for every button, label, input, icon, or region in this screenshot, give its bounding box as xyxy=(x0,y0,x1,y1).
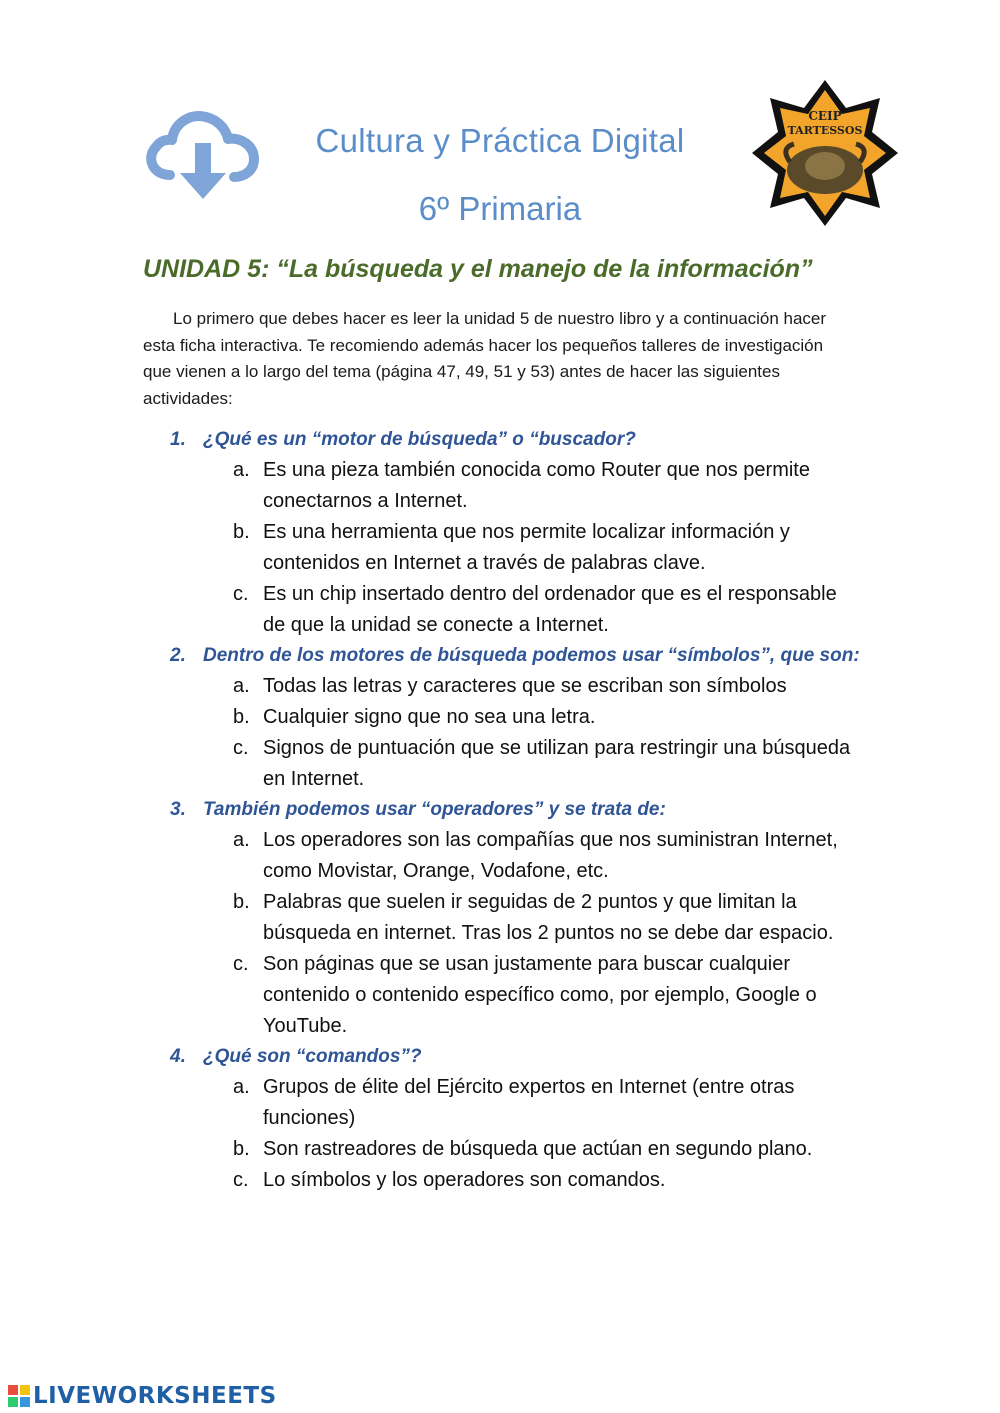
svg-text:TARTESSOS: TARTESSOS xyxy=(787,124,863,137)
svg-text:CEIP: CEIP xyxy=(808,109,842,123)
option-letter: a. xyxy=(233,675,250,697)
option-letter: b. xyxy=(233,521,250,543)
questions-list xyxy=(170,425,860,1196)
question-text: ¿Qué es un “motor de búsqueda” o “buscador? xyxy=(203,429,636,450)
question-3-option-b[interactable] xyxy=(233,887,860,949)
option-text: Palabras que suelen ir seguidas de 2 puntos y que limitan la búsqueda en internet. Tras los 2 puntos no se debe dar espacio. xyxy=(263,891,834,944)
option-text: Es una herramienta que nos permite localizar información y contenidos en Internet a través de palabras clave. xyxy=(263,521,790,574)
option-letter: c. xyxy=(233,583,249,605)
option-text: Es un chip insertado dentro del ordenador que es el responsable de que la unidad se conecte a Internet. xyxy=(263,583,837,636)
option-letter: b. xyxy=(233,891,250,913)
option-text: Cualquier signo que no sea una letra. xyxy=(263,706,596,728)
question-1-title xyxy=(170,425,860,455)
question-2-option-c[interactable] xyxy=(233,733,860,795)
question-1-option-a[interactable] xyxy=(233,455,860,517)
question-number: 1. xyxy=(170,429,186,450)
school-logo xyxy=(750,78,900,228)
option-letter: c. xyxy=(233,953,249,975)
course-title: Cultura y Práctica Digital xyxy=(315,122,685,159)
option-letter: c. xyxy=(233,737,249,759)
unit-title: UNIDAD 5: “La búsqueda y el manejo de la información” xyxy=(143,255,813,283)
option-text: Signos de puntuación que se utilizan para restringir una búsqueda en Internet. xyxy=(263,737,851,790)
question-2-option-a[interactable] xyxy=(233,671,860,702)
option-text: Grupos de élite del Ejército expertos en Internet (entre otras funciones) xyxy=(263,1076,795,1129)
option-letter: c. xyxy=(233,1169,249,1191)
question-2-option-b[interactable] xyxy=(233,702,860,733)
question-text: También podemos usar “operadores” y se trata de: xyxy=(203,799,666,820)
grade-title: 6º Primaria xyxy=(418,190,582,227)
question-3-option-a[interactable] xyxy=(233,825,860,887)
question-number: 4. xyxy=(170,1046,186,1067)
footer-brand-text: LIVEWORKSHEETS xyxy=(33,1383,277,1409)
question-text: ¿Qué son “comandos”? xyxy=(203,1046,422,1067)
option-letter: b. xyxy=(233,1138,250,1160)
intro-paragraph xyxy=(143,306,855,412)
option-letter: a. xyxy=(233,1076,250,1098)
intro-text: Lo primero que debes hacer es leer la unidad 5 de nuestro libro y a continuación hacer esta ficha interactiva. Te recomiendo además hacer los pequeños talleres de investigación que vienen a lo largo del tema (página 47, 49, 51 y 53) antes de hacer las siguientes actividades: xyxy=(143,309,827,408)
question-text: Dentro de los motores de búsqueda podemos usar “símbolos”, que son: xyxy=(203,645,860,666)
option-letter: b. xyxy=(233,706,250,728)
option-text: Todas las letras y caracteres que se escriban son símbolos xyxy=(263,675,787,697)
option-text: Son rastreadores de búsqueda que actúan en segundo plano. xyxy=(263,1138,813,1160)
question-4-option-b[interactable] xyxy=(233,1134,860,1165)
footer-brand xyxy=(8,1383,277,1409)
question-3-title xyxy=(170,795,860,825)
option-letter: a. xyxy=(233,459,250,481)
question-number: 3. xyxy=(170,799,186,820)
option-text: Es una pieza también conocida como Router que nos permite conectarnos a Internet. xyxy=(263,459,810,512)
option-text: Son páginas que se usan justamente para buscar cualquier contenido o contenido específico como, por ejemplo, Google o YouTube. xyxy=(263,953,817,1037)
question-4-option-c[interactable] xyxy=(233,1165,860,1196)
liveworksheets-badge-icon xyxy=(8,1385,30,1407)
option-text: Lo símbolos y los operadores son comandos. xyxy=(263,1169,666,1191)
page-header xyxy=(0,0,1000,240)
question-1-option-c[interactable] xyxy=(233,579,860,641)
option-letter: a. xyxy=(233,829,250,851)
question-2-title xyxy=(170,641,860,671)
question-4-title xyxy=(170,1042,860,1072)
question-1-option-b[interactable] xyxy=(233,517,860,579)
question-4-option-a[interactable] xyxy=(233,1072,860,1134)
question-3-option-c[interactable] xyxy=(233,949,860,1042)
question-number: 2. xyxy=(170,645,186,666)
option-text: Los operadores son las compañías que nos suministran Internet, como Movistar, Orange, Vodafone, etc. xyxy=(263,829,838,882)
